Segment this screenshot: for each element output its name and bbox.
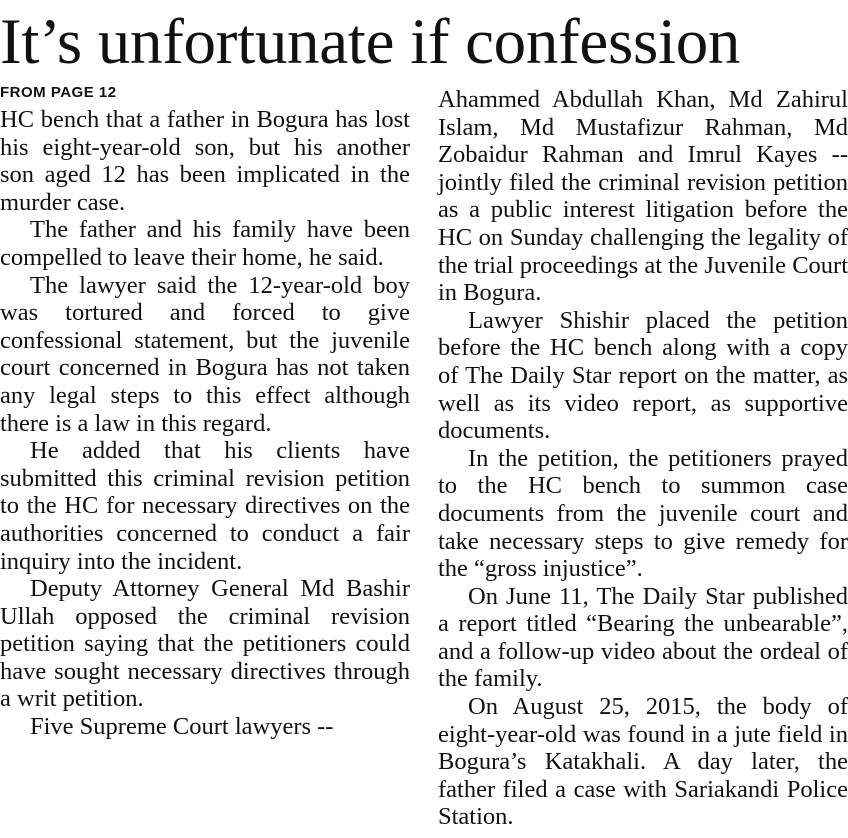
- paragraph: Lawyer Shishir placed the petition before the HC bench along with a copy of The Daily Star report on the matter, as well as its video report, as supportive documents.: [438, 306, 848, 445]
- paragraph: On June 11, The Daily Star published a report titled “Bearing the unbearable”, and a follow-up video about the ordeal of the family.: [438, 582, 848, 693]
- continuation-kicker: FROM PAGE 12: [0, 84, 117, 101]
- paragraph: On August 25, 2015, the body of eight-year-old was found in a jute field in Bogura’s Katakhali. A day later, the father filed a case with Sariakandi Police Station.: [438, 693, 848, 831]
- paragraph: The lawyer said the 12-year-old boy was tortured and forced to give confessional statement, but the juvenile court concerned in Bogura has not taken any legal steps to this effect although there is a law in this regard.: [0, 271, 410, 437]
- right-column: [438, 86, 848, 831]
- paragraph: In the petition, the petitioners prayed to the HC bench to summon case documents from the juvenile court and take necessary steps to give remedy for the “gross injustice”.: [438, 444, 848, 583]
- paragraph: HC bench that a father in Bogura has lost his eight-year-old son, but his another son aged 12 has been implicated in the murder case.: [0, 106, 410, 216]
- paragraph: Five Supreme Court lawyers --: [30, 713, 334, 741]
- headline: It’s unfortunate if confession: [0, 6, 741, 78]
- paragraph: Deputy Attorney General Md Bashir Ullah opposed the criminal revision petition saying that the petitioners could have sought necessary directives through a writ petition.: [0, 575, 410, 713]
- paragraph: He added that his clients have submitted this criminal revision petition to the HC for necessary directives on the authorities concerned to conduct a fair inquiry into the incident.: [0, 437, 410, 575]
- paragraph: Ahammed Abdullah Khan, Md Zahirul Islam, Md Mustafizur Rahman, Md Zobaidur Rahman and Imrul Kayes -- jointly filed the criminal revision petition as a public interest litigation before the HC on Sunday challenging the legality of the trial proceedings at the Juvenile Court in Bogura.: [438, 86, 848, 307]
- paragraph: The father and his family have been compelled to leave their home, he said.: [0, 216, 410, 271]
- left-column: [0, 80, 410, 741]
